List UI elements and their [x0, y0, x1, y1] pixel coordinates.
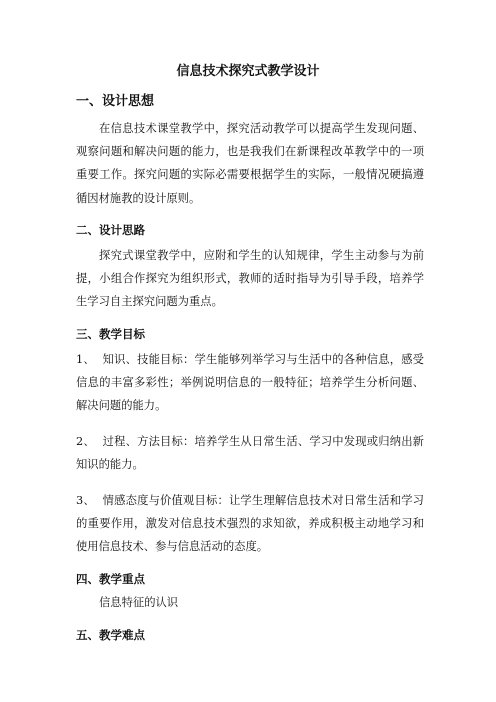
section-body-key-points: 信息特征的认识: [99, 596, 179, 609]
list-item-text: 知识、技能目标：学生能够列举学习与生活中的各种信息，感受信息的丰富多彩性；举例说明信息的一般特征；培养学生分析问题、解决问题的能力。: [76, 353, 424, 413]
list-item-text: 情感态度与价值观目标：让学生理解信息技术对日常生活和学习的重要作用，激发对信息技术强烈的求知欲，养成积极主动地学习和使用信息技术、参与信息活动的态度。: [76, 494, 424, 554]
section-heading-key-points: 四、教学重点: [76, 572, 145, 586]
list-item-text: 过程、方法目标：培养学生从日常生活、学习中发现或归纳出新知识的能力。: [76, 435, 424, 472]
list-item: [76, 489, 424, 559]
section-heading-difficulties: 五、教学难点: [76, 628, 145, 642]
section-body-design-idea: 在信息技术课堂教学中，探究活动教学可以提高学生发现问题、观察问题和解决问题的能力，也是我我们在新课程改革教学中的一项重要工作。探究问题的实际必需要根据学生的实际，一般情况硬搞遵循因材施教的设计原则。: [76, 122, 424, 205]
section-body-design-approach: 探究式课堂教学中，应附和学生的认知规律，学生主动参与为前提，小组合作探究为组织形式，教师的适时指导为引导手段，培养学生学习自主探究问题为重点。: [76, 249, 424, 309]
section-heading-teaching-goals: 三、教学目标: [76, 327, 145, 341]
list-item-number: 3、: [76, 494, 95, 507]
document-title: 信息技术探究式教学设计: [176, 64, 320, 79]
section-heading-design-approach: 二、设计思路: [76, 223, 145, 237]
list-item-number: 1、: [76, 353, 95, 366]
section-heading-design-idea: 一、设计思想: [76, 94, 155, 109]
list-item: [76, 430, 424, 476]
list-item-number: 2、: [76, 435, 95, 448]
list-item: [76, 348, 424, 418]
